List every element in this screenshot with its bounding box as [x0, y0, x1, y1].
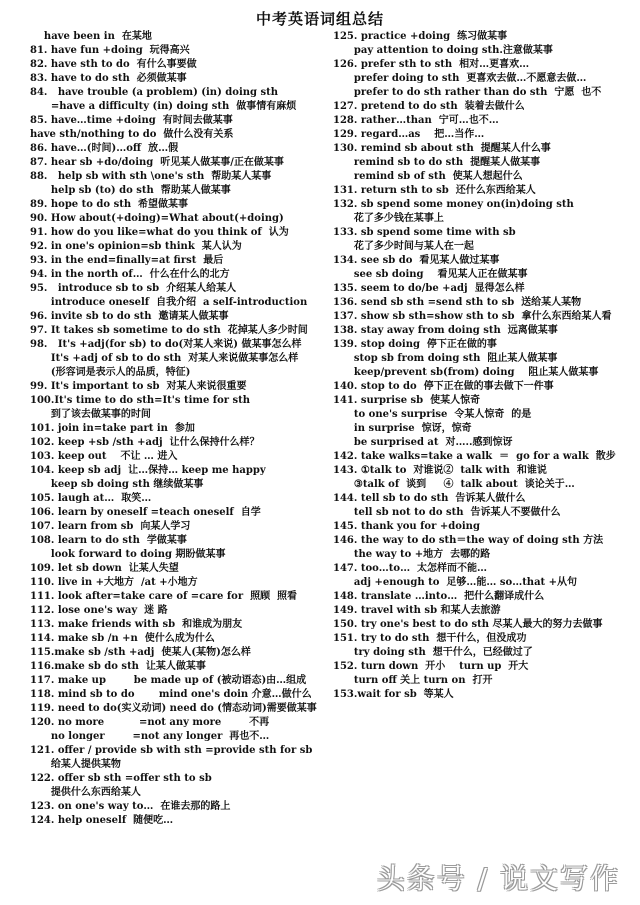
phrase-line: 141. surprise sb 使某人惊奇 [333, 395, 481, 406]
phrase-line: in surprise 惊讶，惊奇 [333, 423, 472, 434]
phrase-line: 137. show sb sth=show sth to sb 拿什么东西给某人看 [333, 311, 612, 322]
phrase-line: 122. offer sb sth =offer sth to sb [30, 773, 212, 784]
phrase-line: 131. return sth to sb 还什么东西给某人 [333, 185, 536, 196]
phrase-line: 96. invite sb to do sth 邀请某人做某事 [30, 311, 229, 322]
right-column [333, 30, 633, 702]
phrase-line: turn off 关上 turn on 打开 [333, 675, 493, 686]
phrase-line: pay attention to doing sth.注意做某事 [333, 45, 553, 56]
phrase-line: 104. keep sb adj 让…保持… keep me happy [30, 465, 266, 476]
phrase-line: 85. have…time +doing 有时间去做某事 [30, 115, 233, 126]
phrase-line: 83. have to do sth 必须做某事 [30, 73, 187, 84]
phrase-line: 81. have fun +doing 玩得高兴 [30, 45, 190, 56]
phrase-line: 86. have…(时间)…off 放…假 [30, 143, 179, 154]
phrase-line: 给某人提供某物 [30, 759, 121, 770]
phrase-line: 144. tell sb to do sth 告诉某人做什么 [333, 493, 526, 504]
phrase-line: 到了该去做某事的时间 [30, 409, 151, 420]
phrase-line: be surprised at 对…..感到惊讶 [333, 437, 513, 448]
phrase-line: to one's surprise 令某人惊奇 的是 [333, 409, 532, 420]
phrase-line: 132. sb spend some money on(in)doing sth [333, 199, 574, 210]
phrase-line: 107. learn from sb 向某人学习 [30, 521, 191, 532]
phrase-line: 89. hope to do sth 希望做某事 [30, 199, 189, 210]
phrase-line: 118. mind sb to do mind one's doin 介意…做什么 [30, 689, 312, 700]
phrase-line: 110. live in +大地方 /at +小地方 [30, 577, 198, 588]
phrase-line: 150. try one's best to do sth 尽某人最大的努力去做事 [333, 619, 603, 630]
phrase-line: 102. keep +sb /sth +adj 让什么保持什么样？ [30, 437, 260, 448]
phrase-line: 139. stop doing 停下正在做的事 [333, 339, 497, 350]
phrase-line: adj +enough to 足够…能… so…that +从句 [333, 577, 578, 588]
phrase-line: 花了多少钱在某事上 [333, 213, 444, 224]
phrase-line: 134. see sb do 看见某人做过某事 [333, 255, 500, 266]
phrase-line: have sth/nothing to do 做什么没有关系 [30, 129, 234, 140]
phrase-line: 133. sb spend some time with sb [333, 227, 516, 238]
phrase-line: 108. learn to do sth 学做某事 [30, 535, 187, 546]
phrase-line: 152. turn down 开小 turn up 开大 [333, 661, 529, 672]
phrase-line: tell sb not to do sth 告诉某人不要做什么 [333, 507, 561, 518]
phrase-line: 120. no more =not any more 不再 [30, 717, 270, 728]
phrase-line: 151. try to do sth 想干什么，但没成功 [333, 633, 527, 644]
phrase-line: It's +adj of sb to do sth 对某人来说做某事怎么样 [30, 353, 299, 364]
phrase-line: see sb doing 看见某人正在做某事 [333, 269, 528, 280]
phrase-line: 129. regard…as 把…当作… [333, 129, 485, 140]
phrase-line: 94. in the north of… 什么在什么的北方 [30, 269, 230, 280]
phrase-line: the way to +地方 去哪的路 [333, 549, 491, 560]
phrase-line: 138. stay away from doing sth 远离做某事 [333, 325, 558, 336]
phrase-line: 95. introduce sb to sb 介绍某人给某人 [30, 283, 237, 294]
phrase-line: =have a difficulty (in) doing sth 做事情有麻烦 [30, 101, 297, 112]
phrase-line: prefer doing to sth 更喜欢去做…不愿意去做… [333, 73, 587, 84]
phrase-line: look forward to doing 期盼做某事 [30, 549, 226, 560]
phrase-line: 113. make friends with sb 和谁成为朋友 [30, 619, 243, 630]
phrase-line: 116.make sb do sth 让某人做某事 [30, 661, 206, 672]
watermark: 头条号 / 说文写作 [376, 862, 620, 895]
phrase-line: 123. on one's way to… 在谁去那的路上 [30, 801, 231, 812]
phrase-line: 127. pretend to do sth 装着去做什么 [333, 101, 525, 112]
phrase-line: 91. how do you like=what do you think of 认为 [30, 227, 289, 238]
left-column [30, 30, 325, 828]
phrase-line: remind sb of sth 使某人想起什么 [333, 171, 523, 182]
phrase-line: 143. ①talk to 对谁说② talk with 和谁说 [333, 465, 547, 476]
phrase-line: 135. seem to do/be +adj 显得怎么样 [333, 283, 525, 294]
phrase-line: 82. have sth to do 有什么事要做 [30, 59, 197, 70]
phrase-line: have been in 在某地 [30, 31, 152, 42]
phrase-line: 97. It takes sb sometime to do sth 花掉某人多少时间 [30, 325, 308, 336]
phrase-line: keep sb doing sth 继续做某事 [30, 479, 204, 490]
phrase-line: 111. look after=take care of =care for 照顾 照看 [30, 591, 298, 602]
phrase-line: stop sb from doing sth 阻止某人做某事 [333, 353, 558, 364]
phrase-line: 146. the way to do sth＝the way of doing sth 方法 [333, 535, 604, 546]
phrase-line: 109. let sb down 让某人失望 [30, 563, 179, 574]
phrase-line: 142. take walks=take a walk ＝ go for a walk 散步 [333, 451, 616, 462]
phrase-line: 121. offer / provide sb with sth =provide sth for sb [30, 745, 313, 756]
phrase-line: no longer =not any longer 再也不… [30, 731, 270, 742]
phrase-line: try doing sth 想干什么，已经做过了 [333, 647, 533, 658]
phrase-line: 提供什么东西给某人 [30, 787, 141, 798]
phrase-line: 106. learn by oneself =teach oneself 自学 [30, 507, 261, 518]
phrase-line: 149. travel with sb 和某人去旅游 [333, 605, 501, 616]
phrase-line: 90. How about(+doing)=What about(+doing) [30, 213, 284, 224]
phrase-line: 105. laugh at… 取笑… [30, 493, 152, 504]
phrase-line: 145. thank you for +doing [333, 521, 480, 532]
phrase-line: 115.make sb /sth +adj 使某人(某物)怎么样 [30, 647, 251, 658]
phrase-line: introduce oneself 自我介绍 a self-introduction [30, 297, 308, 308]
phrase-line: 98. It's +adj(for sb) to do(对某人来说) 做某事怎么样 [30, 339, 302, 350]
phrase-line: 88. help sb with sth \one's sth 帮助某人某事 [30, 171, 272, 182]
phrase-line: 136. send sb sth =send sth to sb 送给某人某物 [333, 297, 582, 308]
phrase-line: 92. in one's opinion=sb think 某人认为 [30, 241, 242, 252]
phrase-line: 103. keep out 不让 … 进入 [30, 451, 178, 462]
phrase-line: 112. lose one's way 迷 路 [30, 605, 168, 616]
phrase-line: 125. practice +doing 练习做某事 [333, 31, 508, 42]
page-title: 中考英语词组总结 [255, 10, 384, 28]
phrase-line: 87. hear sb +do/doing 听见某人做某事/正在做某事 [30, 157, 284, 168]
phrase-line: keep/prevent sb(from) doing 阻止某人做某事 [333, 367, 599, 378]
phrase-line: 147. too…to… 太怎样而不能… [333, 563, 488, 574]
phrase-line: help sb (to) do sth 帮助某人做某事 [30, 185, 231, 196]
phrase-line: 148. translate …into… 把什么翻译成什么 [333, 591, 545, 602]
phrase-line: 114. make sb /n +n 使什么成为什么 [30, 633, 215, 644]
phrase-line: prefer to do sth rather than do sth 宁愿 也不 [333, 87, 602, 98]
phrase-line: (形容词是表示人的品质，特征) [30, 367, 191, 378]
phrase-line: 128. rather…than 宁可…也不… [333, 115, 499, 126]
phrase-line: 101. join in=take part in 参加 [30, 423, 195, 434]
phrase-line: 119. need to do(实义动词) need do (情态动词)需要做某事 [30, 703, 317, 714]
phrase-line: 117. make up be made up of (被动语态)由…组成 [30, 675, 307, 686]
phrase-line: 99. It's important to sb 对某人来说很重要 [30, 381, 247, 392]
phrase-line: 140. stop to do 停下正在做的事去做下一件事 [333, 381, 554, 392]
phrase-line: 100.It's time to do sth=It's time for sth [30, 395, 251, 406]
phrase-line: 124. help oneself 随便吃… [30, 815, 174, 826]
phrase-line: 130. remind sb about sth 提醒某人什么事 [333, 143, 551, 154]
phrase-line: 花了多少时间与某人在一起 [333, 241, 474, 252]
phrase-line: 93. in the end=finally=at first 最后 [30, 255, 224, 266]
phrase-line: ③talk of 谈到 ④ talk about 谈论关于… [333, 479, 575, 490]
phrase-line: remind sb to do sth 提醒某人做某事 [333, 157, 541, 168]
phrase-line: 126. prefer sth to sth 相对…更喜欢… [333, 59, 530, 70]
phrase-line: 84. have trouble (a problem) (in) doing sth [30, 87, 279, 98]
phrase-line: 153.wait for sb 等某人 [333, 689, 454, 700]
